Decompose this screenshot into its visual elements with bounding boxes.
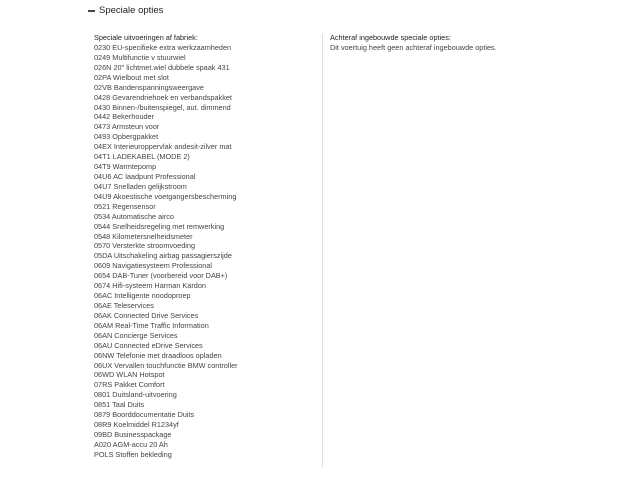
list-item: 04EX Interieuroppervlak andesit-zilver mat bbox=[94, 142, 232, 152]
retrofit-options-heading: Achteraf ingebouwde speciale opties: bbox=[330, 33, 451, 42]
list-item: 04T1 LADEKABEL (MODE 2) bbox=[94, 152, 190, 162]
list-item: 02PA Wielbout met slot bbox=[94, 72, 169, 82]
list-item: 0879 Boorddocumentatie Duits bbox=[94, 410, 195, 420]
list-item: 0442 Bekerhouder bbox=[94, 112, 155, 122]
list-item: 0544 Snelheidsregeling met remwerking bbox=[94, 221, 225, 231]
list-item: 0430 Binnen-/buitenspiegel, aut. dimmend bbox=[94, 102, 231, 112]
list-item: 0493 Opbergpakket bbox=[94, 132, 159, 142]
list-item: 0230 EU-specifieke extra werkzaamheden bbox=[94, 43, 232, 52]
list-item: 0534 Automatische airco bbox=[94, 211, 174, 221]
list-item: POLS Stoffen bekleding bbox=[94, 449, 172, 459]
list-item: 06AK Connected Drive Services bbox=[94, 310, 199, 320]
list-item: 06UX Vervallen touchfunctie BMW controller bbox=[94, 360, 238, 370]
list-item: 04U7 Snelladen gelijkstroom bbox=[94, 181, 187, 191]
retrofit-options-text: Dit voertuig heeft geen achteraf ingebouwde opties. bbox=[330, 43, 497, 52]
section-title: Speciale opties bbox=[99, 4, 164, 16]
list-item: 06NW Telefonie met draadloos opladen bbox=[94, 350, 222, 360]
list-item: 04T9 Warmtepomp bbox=[94, 162, 157, 172]
list-item: A020 AGM-accu 20 Ah bbox=[94, 439, 168, 449]
list-item: 0548 Kilometersnelheidsmeter bbox=[94, 231, 193, 241]
list-item: 06AU Connected eDrive Services bbox=[94, 340, 203, 350]
list-item: 07RS Pakket Comfort bbox=[94, 380, 165, 390]
list-item: 0249 Multifunctie v stuurwiel bbox=[94, 52, 186, 62]
list-item: 0654 DAB-Tuner (voorbereid voor DAB+) bbox=[94, 271, 228, 281]
list-item: 08R9 Koelmiddel R1234yf bbox=[94, 420, 179, 430]
list-item: 06AC Intelligente noodoproep bbox=[94, 291, 191, 301]
list-item: 09BD Businesspackage bbox=[94, 429, 172, 439]
list-item: 06AM Real-Time Traffic Information bbox=[94, 320, 209, 330]
list-item: 0428 Gevarendriehoek en verbandspakket bbox=[94, 92, 232, 102]
list-item: 05DA Uitschakeling airbag passagierszijde bbox=[94, 251, 232, 261]
column-divider bbox=[322, 34, 323, 467]
section-header-toggle[interactable] bbox=[88, 3, 163, 17]
retrofit-options-column bbox=[330, 33, 590, 53]
list-item: 0473 Armsteun voor bbox=[94, 122, 160, 132]
list-item: 06AN Concierge Services bbox=[94, 330, 178, 340]
list-item: 02VB Bandenspanningsweergave bbox=[94, 82, 204, 92]
list-item: 026N 20" lichtmet.wiel dubbele spaak 431 bbox=[94, 62, 230, 72]
factory-options-heading: Speciale uitvoeringen af fabriek: bbox=[94, 33, 198, 42]
list-item: 06WD WLAN Hotspot bbox=[94, 370, 165, 380]
list-item: 0570 Versterkte stroomvoeding bbox=[94, 241, 195, 251]
list-item: 04U9 Akoestische voetgangersbescherming bbox=[94, 191, 237, 201]
factory-options-list bbox=[94, 43, 314, 460]
list-item: 04U6 AC laadpunt Professional bbox=[94, 171, 196, 181]
factory-options-column bbox=[94, 33, 314, 460]
list-item: 0801 Duitsland-uitvoering bbox=[94, 390, 177, 400]
list-item: 0851 Taal Duits bbox=[94, 400, 145, 410]
collapse-minus-icon bbox=[88, 10, 95, 12]
list-item: 0521 Regensensor bbox=[94, 201, 156, 211]
list-item: 0674 Hifi-systeem Harman Kardon bbox=[94, 281, 206, 291]
list-item: 0609 Navigatiesysteem Professional bbox=[94, 261, 213, 271]
list-item: 06AE Teleservices bbox=[94, 300, 154, 310]
